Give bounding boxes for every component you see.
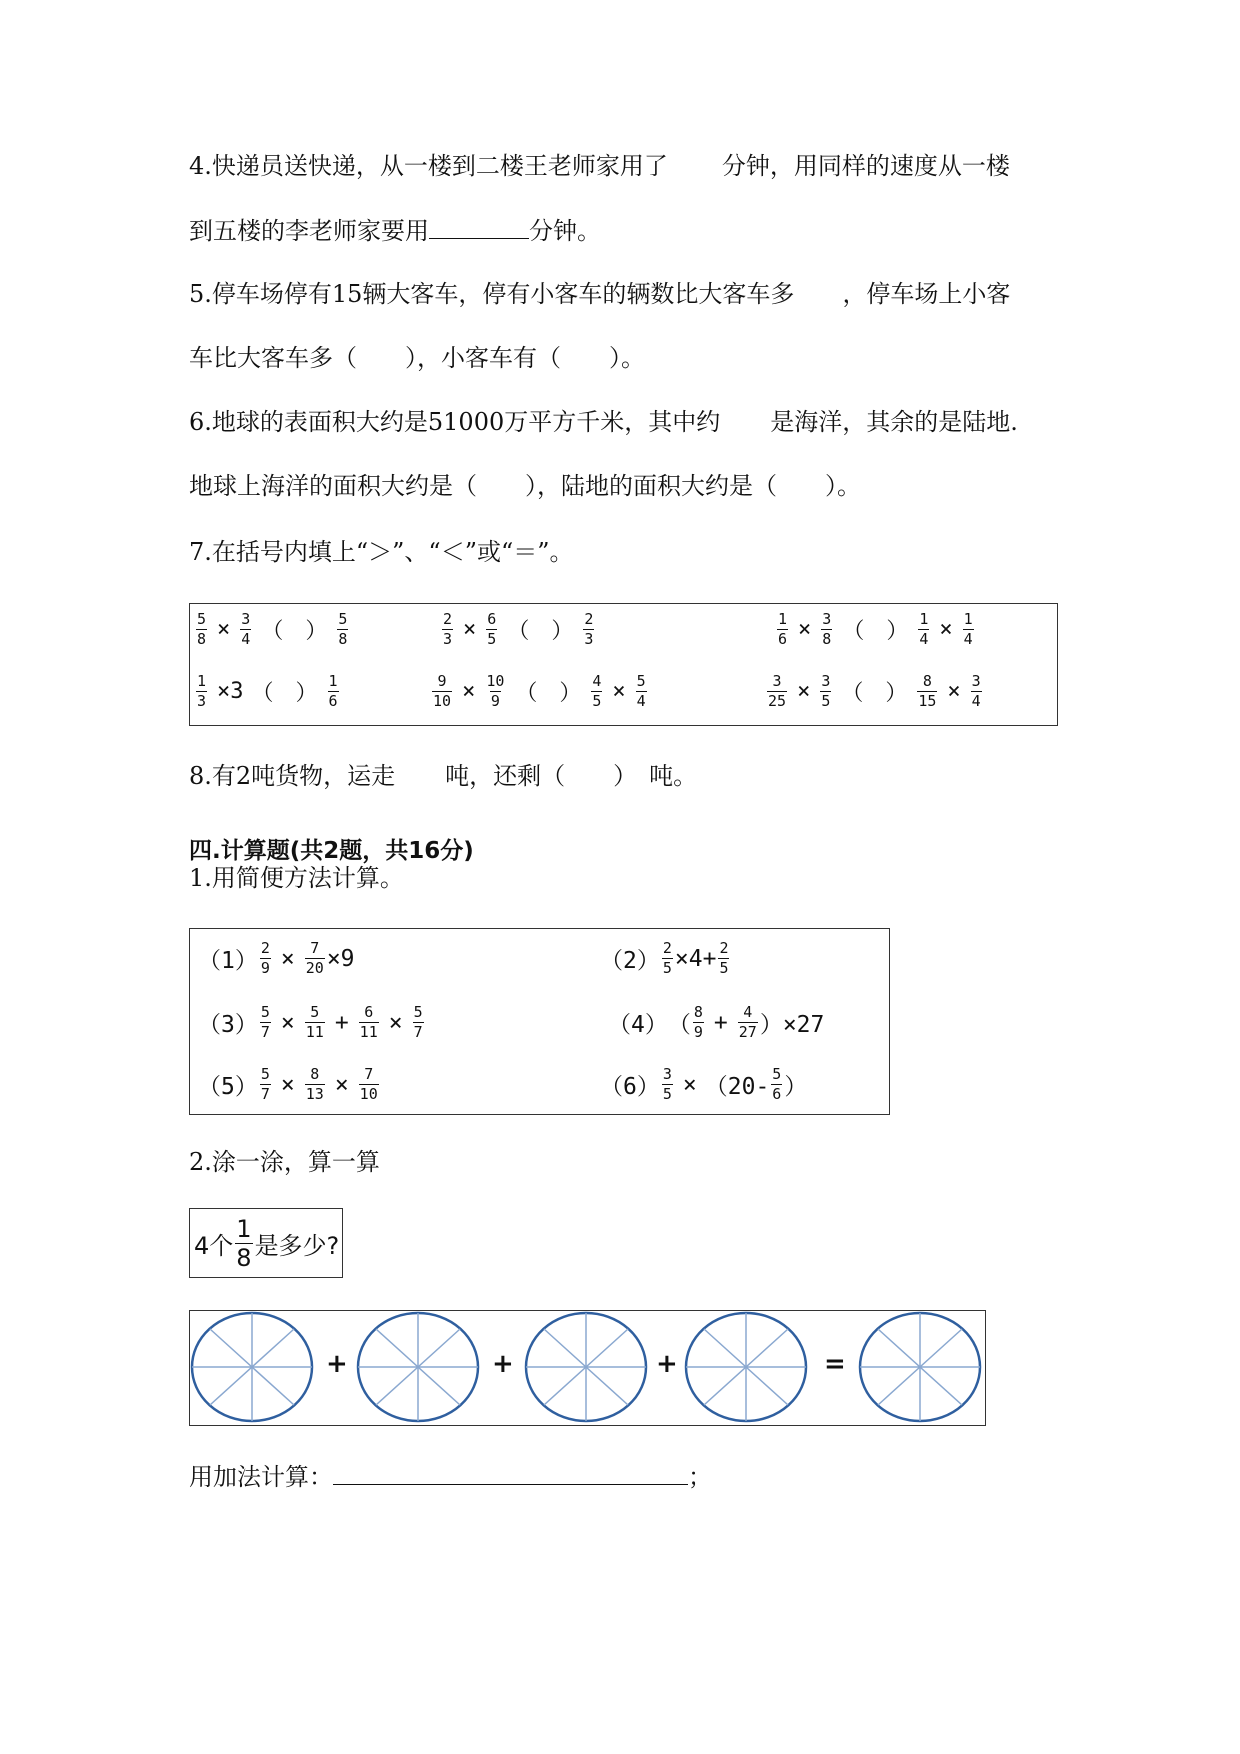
compare-blank[interactable]: （ ） <box>251 681 318 706</box>
fraction: $\frac{3}{25}$ <box>768 672 787 710</box>
plus-sign: + <box>492 1349 514 1379</box>
circle-diagram-box <box>189 1310 986 1426</box>
fraction: $\frac{5}{8}$ <box>338 610 348 648</box>
compare-blank[interactable]: （ ） <box>261 619 328 644</box>
q5-line2: 车比大客车多（ ），小客车有（ ）。 <box>189 344 645 372</box>
compare-item-4: $\frac{1}{3}$ × 3 （ ） $\frac{1}{6}$ <box>197 672 338 710</box>
q5-text-a: 5.停车场停有15辆大客车，停有小客车的辆数比大客车多 <box>189 280 795 308</box>
q4-text-d: 分钟。 <box>529 217 601 245</box>
fraction: $\frac{10}{9}$ <box>486 672 505 710</box>
q8-text-a: 8.有2吨货物，运走 <box>189 762 396 790</box>
q6-text-b: 是海洋，其余的是陆地. <box>770 408 1018 436</box>
compare-item-1: $\frac{5}{8}$ × $\frac{3}{4}$ （ ） $\frac{5}{8}$ <box>197 610 348 648</box>
answer-label: 用加法计算： <box>189 1463 333 1491</box>
equals-sign: = <box>824 1349 846 1379</box>
fraction: $\frac{1}{6}$ <box>328 672 338 710</box>
q4-text-a: 4.快递员送快递，从一楼到二楼王老师家用了 <box>189 152 668 180</box>
compare-item-2: $\frac{2}{3}$ × $\frac{6}{5}$ （ ） $\frac{2}{3}$ <box>443 610 594 648</box>
q4-line1 <box>189 150 1010 182</box>
calc-item-2: （2） $\frac{2}{5}$ ×4+ $\frac{2}{5}$ <box>600 939 729 977</box>
fraction-question-box: 4个 $\frac{1}{8}$ 是多少? <box>189 1208 343 1278</box>
fraction: $\frac{6}{5}$ <box>487 610 497 648</box>
q4-line2 <box>189 214 601 247</box>
section-heading: 四.计算题(共2题，共16分) <box>189 838 474 864</box>
calc-item-1: （1） $\frac{2}{9}$ × $\frac{7}{20}$ ×9 <box>198 939 355 977</box>
compare-blank[interactable]: （ ） <box>515 681 582 706</box>
q7-compare-box <box>189 603 1058 726</box>
fraction: $\frac{4}{5}$ <box>592 672 602 710</box>
fraction: $\frac{1}{3}$ <box>197 672 207 710</box>
q4-answer-blank[interactable] <box>429 214 529 239</box>
compare-item-5: $\frac{9}{10}$ × $\frac{10}{9}$ （ ） $\frac{4}{5}$ × $\frac{5}{4}$ <box>433 672 646 710</box>
calc-box <box>189 928 890 1115</box>
plus-sign: + <box>326 1349 348 1379</box>
q5-line1 <box>189 278 1010 310</box>
compare-blank[interactable]: （ ） <box>842 619 909 644</box>
q8-line <box>189 760 697 792</box>
circle-2[interactable] <box>358 1313 478 1421</box>
answer-end: ； <box>688 1463 712 1491</box>
circles-svg <box>190 1311 984 1424</box>
plus-sign: + <box>656 1349 678 1379</box>
circle-result[interactable] <box>860 1313 980 1421</box>
answer-blank[interactable] <box>333 1460 688 1485</box>
fraction: $\frac{2}{3}$ <box>584 610 594 648</box>
q8-text-b: 吨，还剩（ ） 吨。 <box>445 762 698 790</box>
fraction: $\frac{5}{4}$ <box>636 672 646 710</box>
fraction: $\frac{3}{8}$ <box>822 610 832 648</box>
circle-3[interactable] <box>526 1313 646 1421</box>
fraction: $\frac{1}{4}$ <box>919 610 929 648</box>
fraction: $\frac{5}{8}$ <box>197 610 207 648</box>
s4-q2-prompt: 2.涂一涂，算一算 <box>189 1148 380 1176</box>
fraction: $\frac{1}{6}$ <box>778 610 788 648</box>
fraction: $\frac{3}{4}$ <box>241 610 251 648</box>
compare-item-6: $\frac{3}{25}$ × $\frac{3}{5}$ （ ） $\frac{8}{15}$ × $\frac{3}{4}$ <box>768 672 981 710</box>
fraction: $\frac{9}{10}$ <box>433 672 452 710</box>
calc-item-3: （3） $\frac{5}{7}$ × $\frac{5}{11}$ + $\frac{6}{11}$ × $\frac{5}{7}$ <box>198 1003 423 1041</box>
fraction: $\frac{8}{15}$ <box>918 672 937 710</box>
calc-item-5: （5） $\frac{5}{7}$ × $\frac{8}{13}$ × $\frac{7}{10}$ <box>198 1065 378 1103</box>
q6-line1 <box>189 406 1018 438</box>
circle-1[interactable] <box>192 1313 312 1421</box>
compare-item-3: $\frac{1}{6}$ × $\frac{3}{8}$ （ ） $\frac{1}{4}$ × $\frac{1}{4}$ <box>778 610 973 648</box>
compare-blank[interactable]: （ ） <box>507 619 574 644</box>
q4-text-b: 分钟，用同样的速度从一楼 <box>721 152 1010 180</box>
s4-q1-prompt: 1.用简便方法计算。 <box>189 864 404 892</box>
answer-line <box>189 1460 712 1493</box>
q5-text-b: ，停车场上小客 <box>842 280 1011 308</box>
calc-item-6: （6） $\frac{3}{5}$ × （20- $\frac{5}{6}$ ） <box>600 1065 808 1103</box>
compare-blank[interactable]: （ ） <box>841 681 908 706</box>
q4-text-c: 到五楼的李老师家要用 <box>189 217 429 245</box>
fraction: $\frac{3}{4}$ <box>971 672 981 710</box>
q6-text-a: 6.地球的表面积大约是51000万平方千米，其中约 <box>189 408 721 436</box>
q7-prompt: 7.在括号内填上“＞”、“＜”或“＝”。 <box>189 538 574 566</box>
fraction: $\frac{2}{3}$ <box>443 610 453 648</box>
q6-line2: 地球上海洋的面积大约是（ ），陆地的面积大约是（ ）。 <box>189 472 861 500</box>
fraction: $\frac{3}{5}$ <box>821 672 831 710</box>
fraction: $\frac{1}{4}$ <box>963 610 973 648</box>
circle-4[interactable] <box>686 1313 806 1421</box>
calc-item-4: （4） （ $\frac{8}{9}$ + $\frac{4}{27}$ ）×27 <box>608 1003 825 1041</box>
